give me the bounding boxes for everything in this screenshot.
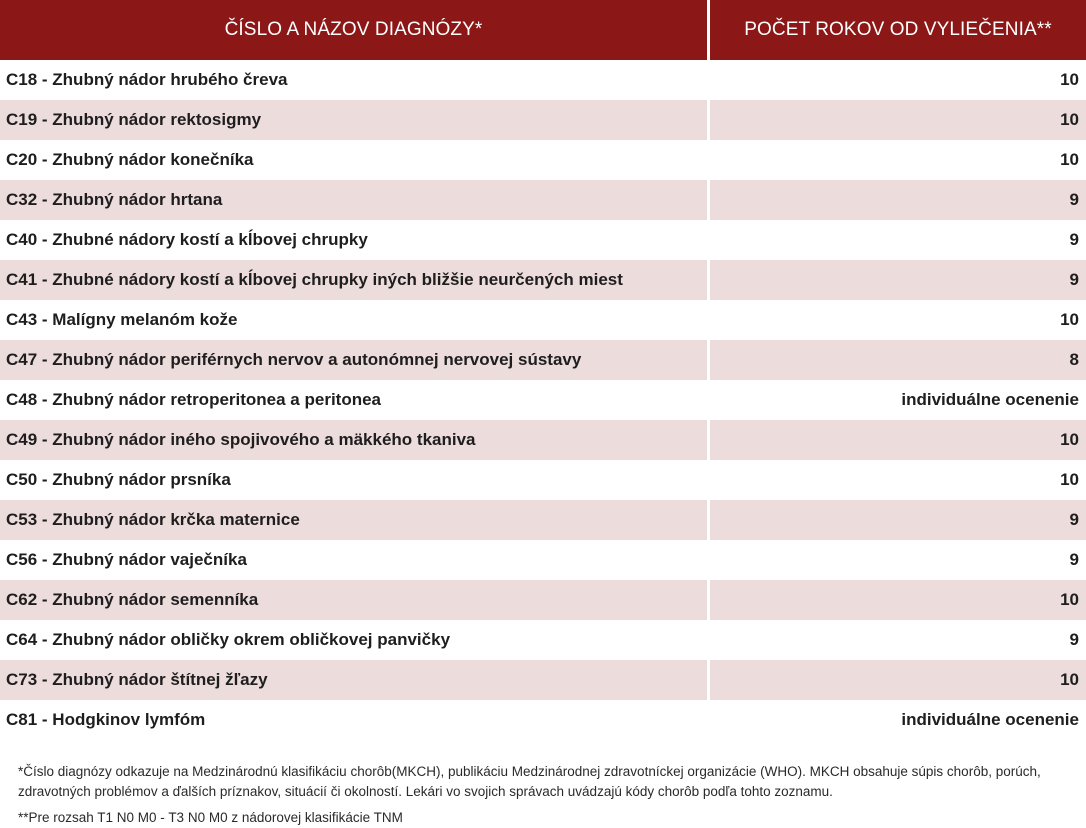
diagnosis-name-cell: C20 - Zhubný nádor konečníka [0, 140, 709, 180]
header-years-since-cure: POČET ROKOV OD VYLIEČENIA** [709, 0, 1086, 60]
diagnosis-name-cell: C43 - Malígny melanóm kože [0, 300, 709, 340]
diagnosis-name-cell: C64 - Zhubný nádor obličky okrem obličkovej panvičky [0, 620, 709, 660]
header-diagnosis-name: ČÍSLO A NÁZOV DIAGNÓZY* [0, 0, 709, 60]
header-row [0, 0, 1086, 60]
diagnosis-name-cell: C18 - Zhubný nádor hrubého čreva [0, 60, 709, 100]
diagnosis-name-cell: C53 - Zhubný nádor krčka maternice [0, 500, 709, 540]
diagnosis-name-cell: C47 - Zhubný nádor periférnych nervov a autonómnej nervovej sústavy [0, 340, 709, 380]
table-row [0, 620, 1086, 660]
diagnosis-name-cell: C32 - Zhubný nádor hrtana [0, 180, 709, 220]
diagnosis-name-cell: C56 - Zhubný nádor vaječníka [0, 540, 709, 580]
table-row [0, 660, 1086, 700]
years-since-cure-cell: 9 [709, 220, 1086, 260]
footnotes [0, 740, 1086, 828]
table-row [0, 540, 1086, 580]
years-since-cure-cell: 10 [709, 140, 1086, 180]
table-body [0, 60, 1086, 740]
diagnosis-name-cell: C62 - Zhubný nádor semenníka [0, 580, 709, 620]
table-row [0, 420, 1086, 460]
table-row [0, 260, 1086, 300]
years-since-cure-cell: 9 [709, 180, 1086, 220]
table-row [0, 460, 1086, 500]
table-row [0, 580, 1086, 620]
diagnosis-name-cell: C81 - Hodgkinov lymfóm [0, 700, 709, 740]
years-since-cure-cell: 9 [709, 620, 1086, 660]
years-since-cure-cell: 8 [709, 340, 1086, 380]
years-since-cure-cell: 10 [709, 460, 1086, 500]
table-row [0, 220, 1086, 260]
years-since-cure-cell: individuálne ocenenie [709, 700, 1086, 740]
years-since-cure-cell: 10 [709, 660, 1086, 700]
years-since-cure-cell: 9 [709, 540, 1086, 580]
diagnosis-name-cell: C49 - Zhubný nádor iného spojivového a mäkkého tkaniva [0, 420, 709, 460]
diagnosis-name-cell: C48 - Zhubný nádor retroperitonea a peritonea [0, 380, 709, 420]
table-row [0, 180, 1086, 220]
table-row [0, 140, 1086, 180]
table-row [0, 500, 1086, 540]
diagnosis-name-cell: C19 - Zhubný nádor rektosigmy [0, 100, 709, 140]
years-since-cure-cell: 9 [709, 260, 1086, 300]
footnote-icd: *Číslo diagnózy odkazuje na Medzinárodnú klasifikáciu chorôb(MKCH), publikáciu Medzinárodnej zdravotníckej organizácie (WHO). MKCH obsahuje súpis chorôb, porúch, zdravotných problémov a ďalších príznakov, situácií či okolností. Lekári vo svojich správach uvádzajú kódy chorôb podľa tohto zoznamu. [18, 762, 1076, 802]
table-row [0, 300, 1086, 340]
diagnosis-name-cell: C41 - Zhubné nádory kostí a kĺbovej chrupky iných bližšie neurčených miest [0, 260, 709, 300]
years-since-cure-cell: 10 [709, 580, 1086, 620]
years-since-cure-cell: 10 [709, 420, 1086, 460]
diagnosis-name-cell: C73 - Zhubný nádor štítnej žľazy [0, 660, 709, 700]
years-since-cure-cell: 10 [709, 60, 1086, 100]
table-header [0, 0, 1086, 60]
diagnosis-name-cell: C50 - Zhubný nádor prsníka [0, 460, 709, 500]
years-since-cure-cell: individuálne ocenenie [709, 380, 1086, 420]
years-since-cure-cell: 9 [709, 500, 1086, 540]
table-row [0, 380, 1086, 420]
diagnosis-name-cell: C40 - Zhubné nádory kostí a kĺbovej chrupky [0, 220, 709, 260]
table-row [0, 700, 1086, 740]
table-row [0, 340, 1086, 380]
table-row [0, 100, 1086, 140]
years-since-cure-cell: 10 [709, 100, 1086, 140]
table-row [0, 60, 1086, 100]
footnote-tnm: **Pre rozsah T1 N0 M0 - T3 N0 M0 z nádorovej klasifikácie TNM [18, 808, 1076, 828]
years-since-cure-cell: 10 [709, 300, 1086, 340]
